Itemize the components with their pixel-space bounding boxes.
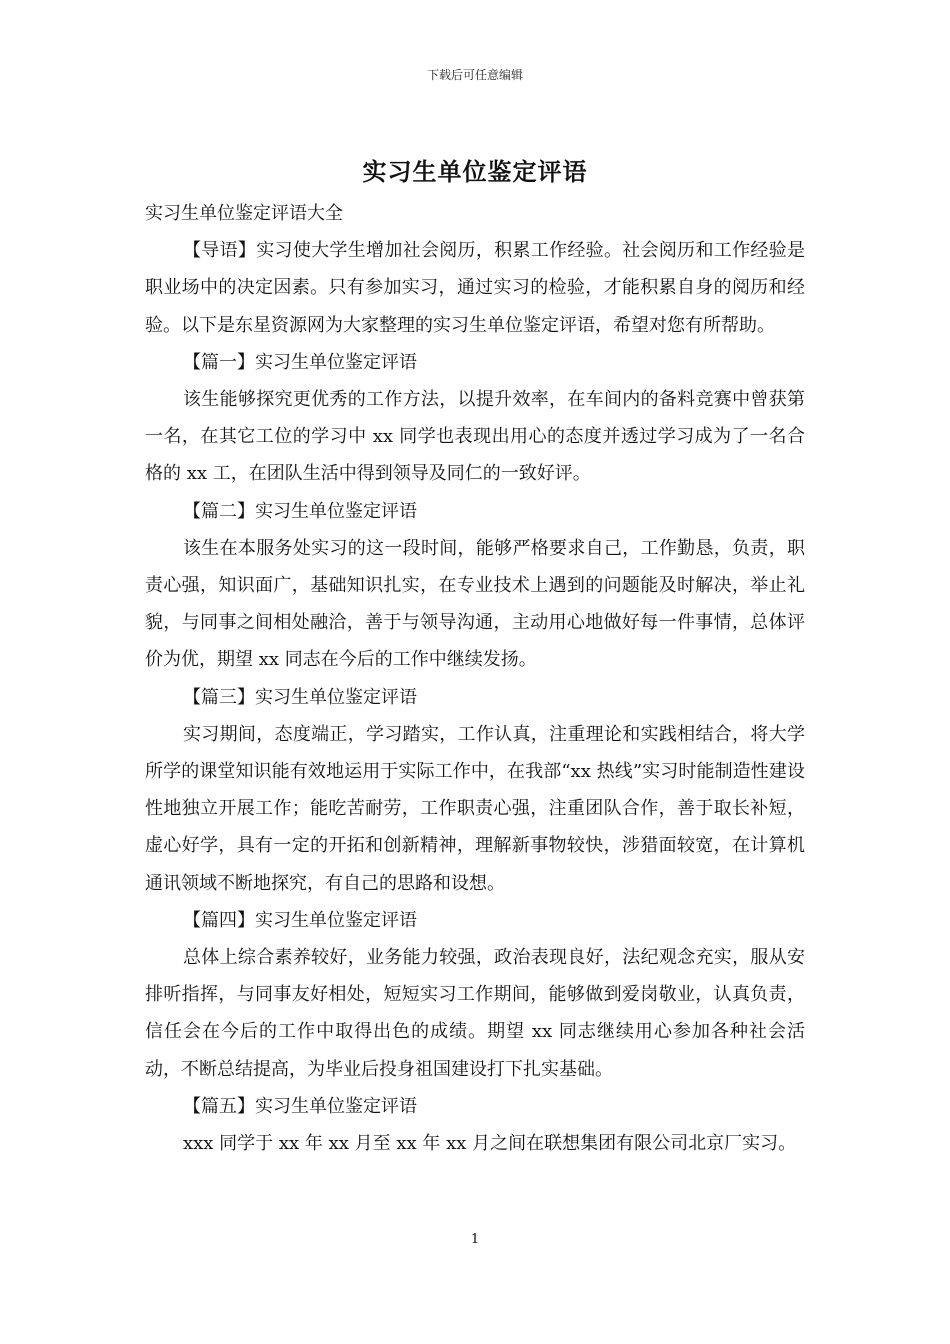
section-paragraph: 总体上综合素养较好，业务能力较强，政治表现良好，法纪观念充实，服从安排听指挥，与同事友好相处，短短实习工作期间，能够做到爱岗敬业，认真负责，信任会在今后的工作中取得出色的成绩。期望 xx 同志继续用心参加各种社会活动，不断总结提高，为毕业后投身祖国建设打下扎实基础。 — [145, 947, 805, 1080]
section-heading: 【篇五】实习生单位鉴定评语 — [183, 1095, 417, 1117]
section-paragraph: xxx 同学于 xx 年 xx 月至 xx 年 xx 月之间在联想集团有限公司北京厂实习。 — [183, 1133, 797, 1155]
section-paragraph: 实习期间，态度端正，学习踏实，工作认真，注重理论和实践相结合，将大学所学的课堂知识能有效地运用于实际工作中，在我部“xx 热线”实习时能制造性建设性地独立开展工作；能吃苦耐劳，工作职责心强，注重团队合作，善于取长补短，虚心好学，具有一定的开拓和创新精神，理解新事物较快，涉猎面较宽，在计算机通讯领域不断地探究，有自己的思路和设想。 — [145, 723, 805, 894]
section-paragraph: 该生在本服务处实习的这一段时间，能够严格要求自己，工作勤恳，负责，职责心强，知识面广，基础知识扎实，在专业技术上遇到的问题能及时解决，举止礼貌，与同事之间相处融洽，善于与领导沟通，主动用心地做好每一件事情，总体评价为优，期望 xx 同志在今后的工作中继续发扬。 — [145, 537, 805, 671]
section-paragraph: 该生能够探究更优秀的工作方法，以提升效率，在车间内的备料竞赛中曾获第一名，在其它工位的学习中 xx 同学也表现出用心的态度并透过学习成为了一名合格的 xx 工，在团队生活中得到领导及同仁的一致好评。 — [145, 389, 805, 485]
section-heading: 【篇一】实习生单位鉴定评语 — [183, 351, 417, 373]
document-subtitle: 实习生单位鉴定评语大全 — [145, 203, 343, 224]
page-number: 1 — [470, 1232, 480, 1247]
document-body — [145, 195, 805, 1162]
section-heading: 【篇二】实习生单位鉴定评语 — [183, 500, 417, 522]
header-note: 下载后可任意编辑 — [426, 68, 523, 82]
document-title: 实习生单位鉴定评语 — [362, 157, 588, 186]
section-heading: 【篇三】实习生单位鉴定评语 — [183, 686, 417, 708]
section-heading: 【篇四】实习生单位鉴定评语 — [183, 909, 417, 931]
intro-paragraph: 【导语】实习使大学生增加社会阅历，积累工作经验。社会阅历和工作经验是职业场中的决定因素。只有参加实习，通过实习的检验，才能积累自身的阅历和经验。以下是东星资源网为大家整理的实习生单位鉴定评语，希望对您有所帮助。 — [145, 240, 805, 336]
